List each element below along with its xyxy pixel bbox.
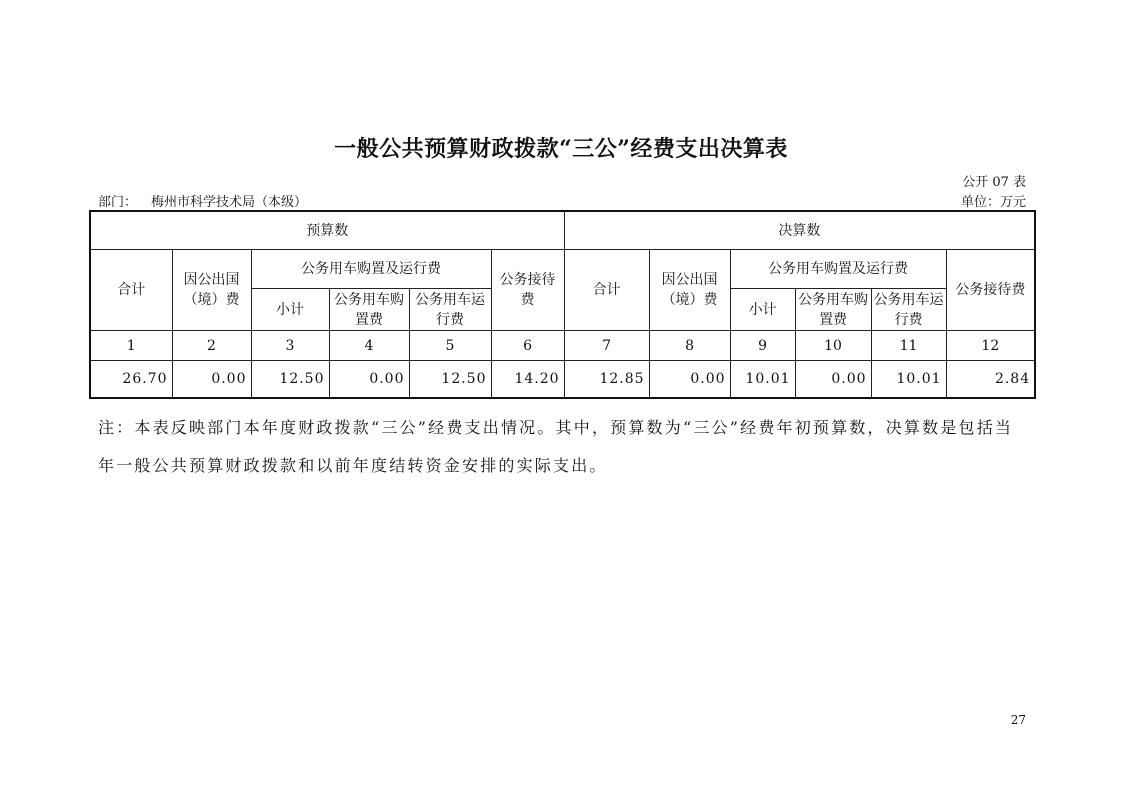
budget-vehicle-purchase-header: 公务用车购置费: [329, 289, 409, 331]
department-label: 部门：: [98, 195, 138, 210]
final-reception-header: 公务接待费: [946, 250, 1035, 331]
unit-label: 单位：万元: [960, 195, 1026, 210]
col-number: 12: [946, 331, 1035, 361]
col-number: 9: [730, 331, 795, 361]
value-cell: 0.00: [649, 361, 730, 399]
value-cell: 12.50: [409, 361, 491, 399]
budget-group-header: 预算数: [90, 211, 564, 250]
value-cell: 10.01: [730, 361, 795, 399]
final-total-header: 合计: [564, 250, 649, 331]
col-number: 7: [564, 331, 649, 361]
col-number: 4: [329, 331, 409, 361]
budget-abroad-header: 因公出国（境）费: [172, 250, 251, 331]
expense-table: [89, 210, 1036, 399]
col-number: 10: [795, 331, 871, 361]
final-subtotal-header: 小计: [730, 289, 795, 331]
value-cell: 10.01: [871, 361, 946, 399]
final-vehicle-operation-header: 公务用车运行费: [871, 289, 946, 331]
budget-total-header: 合计: [90, 250, 172, 331]
col-number: 11: [871, 331, 946, 361]
column-number-row: [90, 331, 1035, 361]
department-name: 梅州市科学技术局（本级）: [151, 195, 308, 210]
value-cell: 0.00: [795, 361, 871, 399]
value-row: [90, 361, 1035, 399]
col-number: 2: [172, 331, 251, 361]
page-number: 27: [1010, 713, 1026, 727]
col-number: 5: [409, 331, 491, 361]
final-vehicle-header: 公务用车购置及运行费: [730, 250, 946, 289]
header-row-groups: [90, 211, 1035, 250]
header-row-categories: [90, 250, 1035, 289]
value-cell: 26.70: [90, 361, 172, 399]
department-line: [98, 191, 307, 210]
final-group-header: 决算数: [564, 211, 1035, 250]
value-cell: 0.00: [329, 361, 409, 399]
final-abroad-header: 因公出国（境）费: [649, 250, 730, 331]
budget-vehicle-operation-header: 公务用车运行费: [409, 289, 491, 331]
col-number: 8: [649, 331, 730, 361]
budget-vehicle-header: 公务用车购置及运行费: [251, 250, 491, 289]
budget-subtotal-header: 小计: [251, 289, 329, 331]
value-cell: 2.84: [946, 361, 1035, 399]
value-cell: 0.00: [172, 361, 251, 399]
page-title: 一般公共预算财政拨款“三公”经费支出决算表: [334, 136, 788, 162]
table-note: 注：本表反映部门本年度财政拨款“三公”经费支出情况。其中，预算数为“三公”经费年初预算数，决算数是包括当年一般公共预算财政拨款和以前年度结转资金安排的实际支出。: [98, 418, 1014, 475]
form-number: 公开 07 表: [962, 175, 1026, 190]
value-cell: 14.20: [491, 361, 564, 399]
value-cell: 12.50: [251, 361, 329, 399]
col-number: 3: [251, 331, 329, 361]
col-number: 1: [90, 331, 172, 361]
col-number: 6: [491, 331, 564, 361]
budget-reception-header: 公务接待费: [491, 250, 564, 331]
value-cell: 12.85: [564, 361, 649, 399]
final-vehicle-purchase-header: 公务用车购置费: [795, 289, 871, 331]
